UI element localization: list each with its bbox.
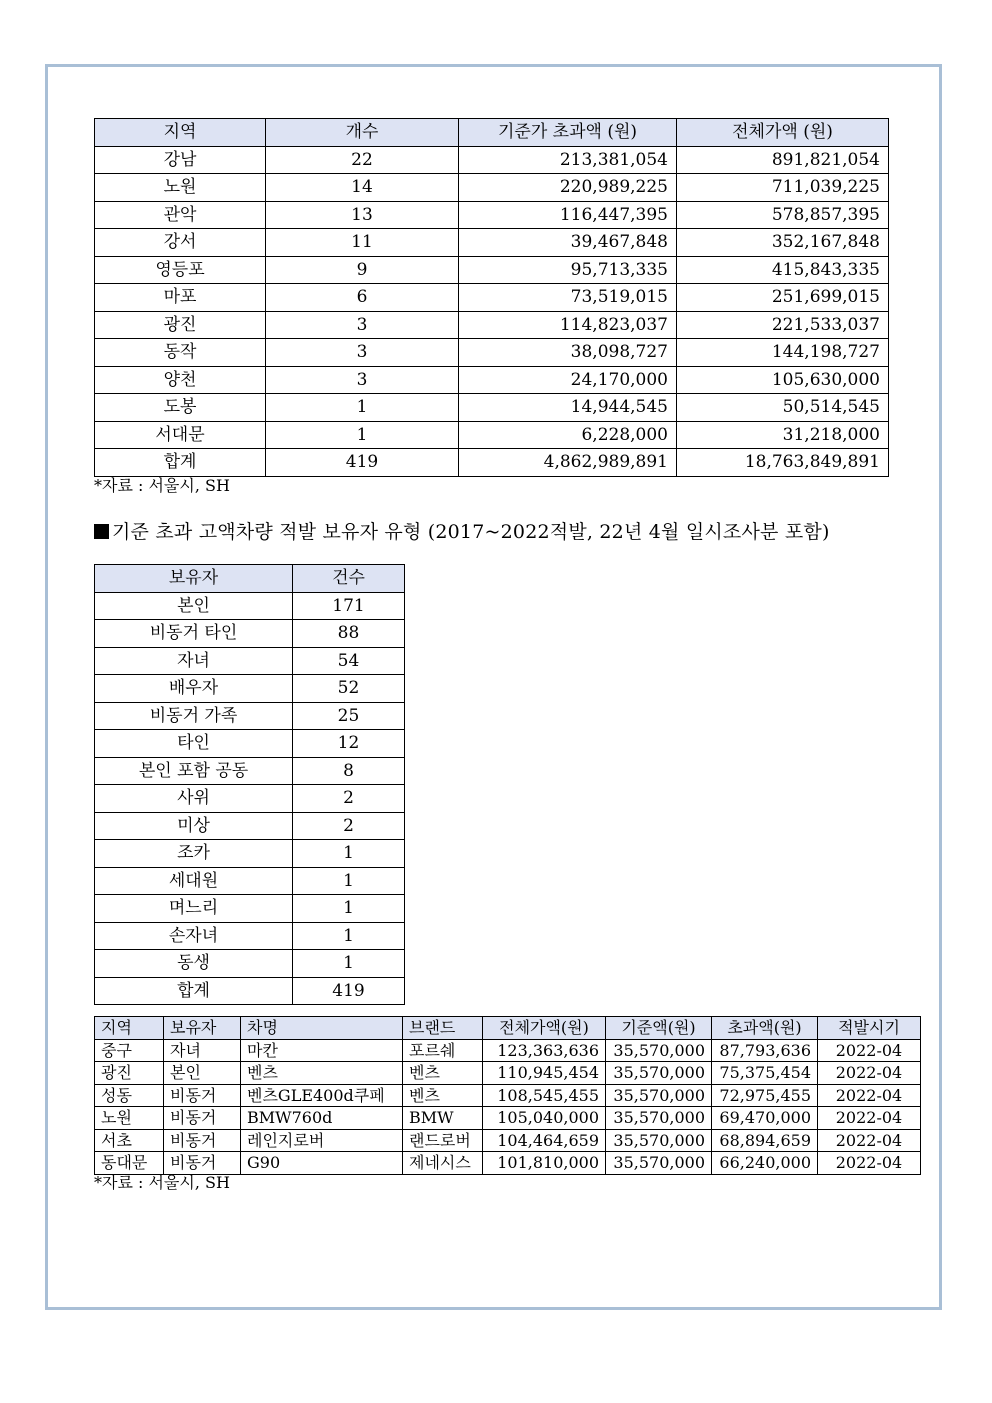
table-cell: 강남: [95, 146, 266, 174]
table-cell: 벤츠GLE400d쿠페: [241, 1084, 403, 1107]
owner-table-header: [95, 565, 405, 593]
table-cell: 95,713,335: [459, 256, 677, 284]
table-cell: 2022-04: [818, 1152, 921, 1175]
table-cell: 비동거: [164, 1152, 241, 1175]
table-cell: 35,570,000: [606, 1039, 712, 1062]
table-cell: 73,519,015: [459, 284, 677, 312]
table-row: [95, 620, 405, 648]
header-region: 지역: [95, 119, 266, 147]
section-heading-text: 기준 초과 고액차량 적발 보유자 유형 (2017~2022적발, 22년 4월 일시조사분 포함): [112, 521, 830, 543]
table-cell: 제네시스: [403, 1152, 483, 1175]
table-row: [95, 867, 405, 895]
table-cell: 891,821,054: [677, 146, 889, 174]
table-cell: 31,218,000: [677, 421, 889, 449]
table-row: [95, 757, 405, 785]
table-cell: 24,170,000: [459, 366, 677, 394]
table-cell: 22: [266, 146, 459, 174]
table-cell: 비동거: [164, 1084, 241, 1107]
table-row: [95, 146, 889, 174]
table-cell: 며느리: [95, 895, 293, 923]
table-cell: 13: [266, 201, 459, 229]
table-cell: 조카: [95, 840, 293, 868]
table-cell: 221,533,037: [677, 311, 889, 339]
table-cell: 1: [293, 840, 405, 868]
header-total-value: 전체가액(원): [483, 1017, 606, 1040]
table-row: [95, 840, 405, 868]
table-cell: 171: [293, 592, 405, 620]
table-cell: 2: [293, 812, 405, 840]
region-table-header: [95, 119, 889, 147]
table-row: [95, 366, 889, 394]
owner-table: [94, 564, 405, 1005]
table-cell: 14: [266, 174, 459, 202]
table-cell: 세대원: [95, 867, 293, 895]
source-note: *자료 : 서울시, SH: [94, 476, 230, 495]
table-cell: 마칸: [241, 1039, 403, 1062]
table-cell: 노원: [95, 1107, 164, 1130]
table-cell: G90: [241, 1152, 403, 1175]
table-cell: 비동거 타인: [95, 620, 293, 648]
table-row: [95, 812, 405, 840]
table-row: [95, 421, 889, 449]
table-row: [95, 311, 889, 339]
table-cell: 35,570,000: [606, 1084, 712, 1107]
table-row: [95, 1107, 921, 1130]
header-owner: 보유자: [95, 565, 293, 593]
table-row: [95, 785, 405, 813]
table-row: [95, 449, 889, 477]
table-cell: 11: [266, 229, 459, 257]
table-row: [95, 895, 405, 923]
table-cell: 6: [266, 284, 459, 312]
table-cell: 144,198,727: [677, 339, 889, 367]
table-cell: 2022-04: [818, 1107, 921, 1130]
table-row: [95, 1084, 921, 1107]
table-cell: 578,857,395: [677, 201, 889, 229]
header-model: 차명: [241, 1017, 403, 1040]
table-cell: 동생: [95, 950, 293, 978]
header-cases: 건수: [293, 565, 405, 593]
table-cell: 711,039,225: [677, 174, 889, 202]
header-owner: 보유자: [164, 1017, 241, 1040]
table-row: [95, 394, 889, 422]
table-cell: 배우자: [95, 675, 293, 703]
table-cell: 손자녀: [95, 922, 293, 950]
header-region: 지역: [95, 1017, 164, 1040]
table-cell: 54: [293, 647, 405, 675]
header-count: 개수: [266, 119, 459, 147]
table-cell: 1: [293, 922, 405, 950]
table-row: [95, 702, 405, 730]
table-cell: BMW760d: [241, 1107, 403, 1130]
table-cell: 1: [293, 867, 405, 895]
table-cell: BMW: [403, 1107, 483, 1130]
table-row: [95, 1129, 921, 1152]
table-row: [95, 922, 405, 950]
table-cell: 38,098,727: [459, 339, 677, 367]
table-cell: 251,699,015: [677, 284, 889, 312]
header-total: 전체가액 (원): [677, 119, 889, 147]
table-cell: 비동거: [164, 1107, 241, 1130]
table-cell: 2022-04: [818, 1129, 921, 1152]
table-cell: 본인: [164, 1062, 241, 1085]
table-row: [95, 730, 405, 758]
table-cell: 419: [266, 449, 459, 477]
table-cell: 220,989,225: [459, 174, 677, 202]
table-cell: 116,447,395: [459, 201, 677, 229]
table-cell: 88: [293, 620, 405, 648]
table-cell: 66,240,000: [712, 1152, 818, 1175]
header-excess-value: 초과액(원): [712, 1017, 818, 1040]
table-cell: 광진: [95, 311, 266, 339]
table-cell: 서초: [95, 1129, 164, 1152]
table-cell: 동작: [95, 339, 266, 367]
table-cell: 123,363,636: [483, 1039, 606, 1062]
table-cell: 2022-04: [818, 1062, 921, 1085]
table-cell: 도봉: [95, 394, 266, 422]
table-row: [95, 284, 889, 312]
table-cell: 양천: [95, 366, 266, 394]
table-cell: 서대문: [95, 421, 266, 449]
table-cell: 비동거 가족: [95, 702, 293, 730]
table-cell: 마포: [95, 284, 266, 312]
table-cell: 4,862,989,891: [459, 449, 677, 477]
table-cell: 6,228,000: [459, 421, 677, 449]
table-cell: 101,810,000: [483, 1152, 606, 1175]
table-cell: 39,467,848: [459, 229, 677, 257]
table-cell: 미상: [95, 812, 293, 840]
table-cell: 중구: [95, 1039, 164, 1062]
header-base-value: 기준액(원): [606, 1017, 712, 1040]
table-cell: 419: [293, 977, 405, 1005]
table-cell: 108,545,455: [483, 1084, 606, 1107]
table-cell: 213,381,054: [459, 146, 677, 174]
table-cell: 3: [266, 339, 459, 367]
table-cell: 68,894,659: [712, 1129, 818, 1152]
table-cell: 자녀: [164, 1039, 241, 1062]
table-cell: 14,944,545: [459, 394, 677, 422]
vehicle-table-header: [95, 1017, 921, 1040]
table-row: [95, 256, 889, 284]
table-row: [95, 1152, 921, 1175]
table-row: [95, 229, 889, 257]
table-row: [95, 977, 405, 1005]
table-row: [95, 675, 405, 703]
table-cell: 노원: [95, 174, 266, 202]
table-cell: 18,763,849,891: [677, 449, 889, 477]
table-cell: 1: [266, 394, 459, 422]
table-cell: 포르쉐: [403, 1039, 483, 1062]
table-cell: 강서: [95, 229, 266, 257]
table-cell: 3: [266, 311, 459, 339]
table-cell: 87,793,636: [712, 1039, 818, 1062]
table-cell: 69,470,000: [712, 1107, 818, 1130]
table-row: [95, 592, 405, 620]
table-row: [95, 1062, 921, 1085]
table-cell: 72,975,455: [712, 1084, 818, 1107]
table-cell: 광진: [95, 1062, 164, 1085]
table-row: [95, 339, 889, 367]
table-cell: 352,167,848: [677, 229, 889, 257]
table-cell: 벤츠: [403, 1084, 483, 1107]
region-table: [94, 118, 889, 477]
header-excess: 기준가 초과액 (원): [459, 119, 677, 147]
vehicle-table: [94, 1016, 921, 1175]
table-cell: 25: [293, 702, 405, 730]
table-cell: 35,570,000: [606, 1129, 712, 1152]
section-heading: [94, 519, 830, 545]
table-cell: 비동거: [164, 1129, 241, 1152]
table-cell: 합계: [95, 977, 293, 1005]
table-cell: 벤츠: [241, 1062, 403, 1085]
table-cell: 35,570,000: [606, 1062, 712, 1085]
table-cell: 2: [293, 785, 405, 813]
table-cell: 12: [293, 730, 405, 758]
table-cell: 자녀: [95, 647, 293, 675]
table-cell: 영등포: [95, 256, 266, 284]
header-brand: 브랜드: [403, 1017, 483, 1040]
table-cell: 사위: [95, 785, 293, 813]
table-row: [95, 174, 889, 202]
table-cell: 104,464,659: [483, 1129, 606, 1152]
table-cell: 합계: [95, 449, 266, 477]
table-cell: 52: [293, 675, 405, 703]
table-cell: 8: [293, 757, 405, 785]
table-cell: 2022-04: [818, 1039, 921, 1062]
table-cell: 9: [266, 256, 459, 284]
table-cell: 110,945,454: [483, 1062, 606, 1085]
table-row: [95, 201, 889, 229]
table-cell: 1: [293, 950, 405, 978]
source-note: *자료 : 서울시, SH: [94, 1173, 230, 1192]
table-cell: 타인: [95, 730, 293, 758]
table-cell: 35,570,000: [606, 1107, 712, 1130]
table-cell: 랜드로버: [403, 1129, 483, 1152]
table-cell: 성동: [95, 1084, 164, 1107]
table-row: [95, 647, 405, 675]
table-cell: 415,843,335: [677, 256, 889, 284]
table-cell: 3: [266, 366, 459, 394]
table-row: [95, 1039, 921, 1062]
table-cell: 본인 포함 공동: [95, 757, 293, 785]
table-cell: 105,630,000: [677, 366, 889, 394]
table-cell: 1: [293, 895, 405, 923]
table-cell: 관악: [95, 201, 266, 229]
table-cell: 114,823,037: [459, 311, 677, 339]
square-bullet-icon: [94, 524, 109, 539]
table-cell: 동대문: [95, 1152, 164, 1175]
table-cell: 1: [266, 421, 459, 449]
table-cell: 레인지로버: [241, 1129, 403, 1152]
table-cell: 본인: [95, 592, 293, 620]
header-detection-date: 적발시기: [818, 1017, 921, 1040]
table-cell: 75,375,454: [712, 1062, 818, 1085]
table-cell: 105,040,000: [483, 1107, 606, 1130]
table-row: [95, 950, 405, 978]
table-cell: 2022-04: [818, 1084, 921, 1107]
table-cell: 35,570,000: [606, 1152, 712, 1175]
table-cell: 벤츠: [403, 1062, 483, 1085]
table-cell: 50,514,545: [677, 394, 889, 422]
